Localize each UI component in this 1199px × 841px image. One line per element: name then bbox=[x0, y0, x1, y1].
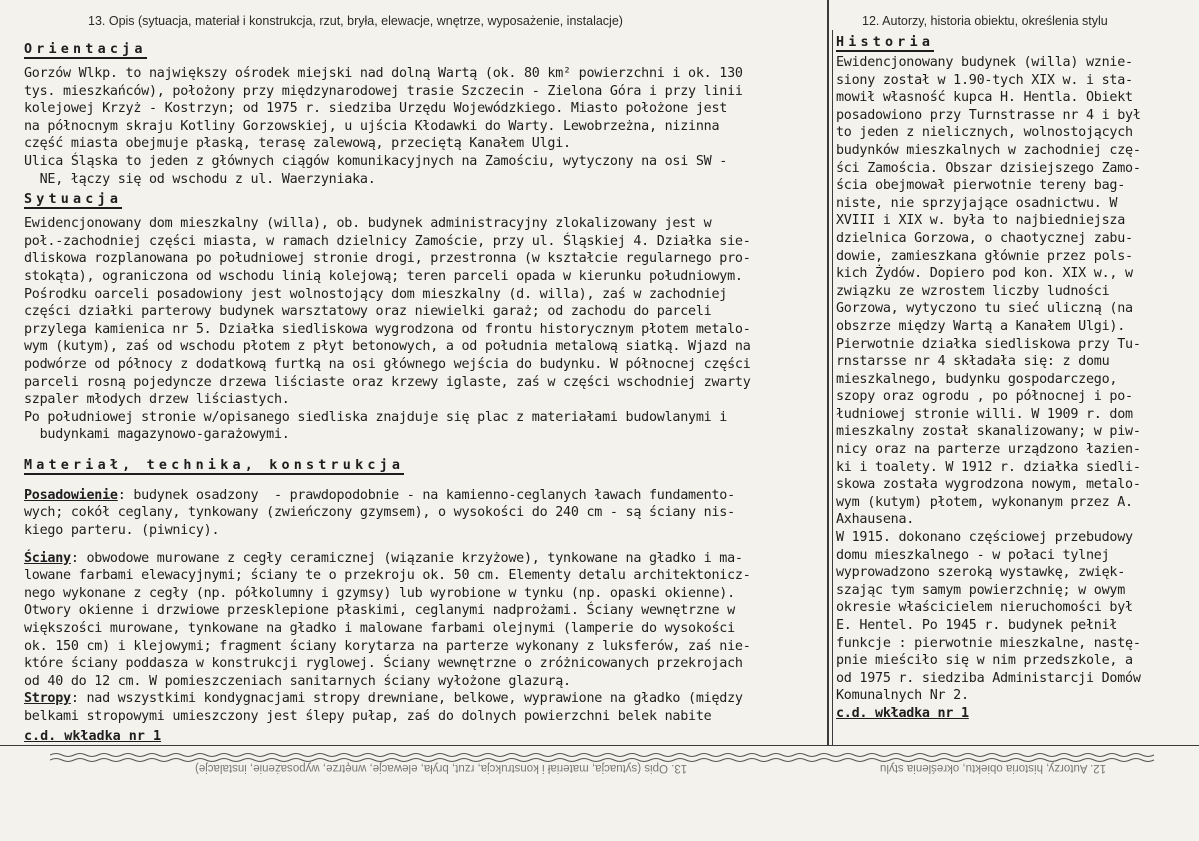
historia-line: Pierwotnie działka siedliskowa przy Tu- bbox=[836, 336, 1141, 352]
sytuacja-line: dliskowa rozplanowana po południowej stronie drogi, przestronna (w kształcie regularnego pro- bbox=[24, 251, 751, 267]
right-continuation-note: c.d. wkładka nr 1 bbox=[836, 705, 969, 721]
historia-line: szopy oraz ogrodu , po północnej i po- bbox=[836, 389, 1133, 405]
historia-line: siony został w 1.90-tych XIX w. i sta- bbox=[836, 72, 1133, 88]
column-divider-inner bbox=[832, 30, 833, 745]
orientacja-line: Gorzów Wlkp. to największy ośrodek miejski nad dolną Wartą (ok. 80 km² powierzchni i ok. 130 bbox=[24, 66, 743, 81]
historia-line: szając tym samym powierzchnię; w owym bbox=[836, 582, 1126, 598]
stropy-line: belkami stropowymi umieszczony jest ślepy pułap, zaś do dolnych powierzchni belek nabite bbox=[24, 709, 712, 724]
sciany-line: lowane farbami elewacyjnymi; ściany te o przekroju ok. 50 cm. Elementy detalu architektonicz- bbox=[24, 568, 751, 584]
sytuacja-line: podwórze od północy z dodatkową furtką na osi głównego wejścia do budynku. W północnej części bbox=[24, 356, 751, 372]
orientacja-line: NE, łączy się od wschodu z ul. Waerzyniaka. bbox=[24, 171, 376, 187]
sytuacja-line: przylega kamienica nr 5. Działka siedliskowa wygrodzona od frontu historycznym płotem metalo- bbox=[24, 321, 751, 337]
sytuacja-line: Ewidencjonowany dom mieszkalny (willa), ob. budynek administracyjny zlokalizowany jest w bbox=[24, 216, 712, 232]
historia-line: łudniowej stronie willi. W 1909 r. dom bbox=[836, 406, 1133, 422]
sytuacja-line: Pośrodku oarceli posadowiony jest wolnostojący dom mieszkalny (d. willa), zaś w zachodniej bbox=[24, 286, 728, 302]
sciany-line: ok. 150 cm) i klejowymi; fragment ściany korytarza na parterze wykonany z luksferów, zaś nie- bbox=[24, 638, 751, 654]
historia-line: ści Zamościa. Obszar dzisiejszego Zamo- bbox=[836, 160, 1141, 176]
sytuacja-line: budynkami magazynowo-garażowymi. bbox=[24, 427, 290, 443]
right-column bbox=[836, 34, 1186, 723]
sciany-block bbox=[24, 550, 819, 691]
sciany-line: nego wykonane z cegły (np. półkolumny i gzymsy) lub wyrobione w tynku (np. opaski okienne). bbox=[24, 585, 735, 601]
historia-line: Ewidencjonowany budynek (willa) wznie- bbox=[836, 55, 1133, 70]
sytuacja-line: wym (kutym), zaś od wschodu płotem z płyt betonowych, a od południa metalową siatką. Wjazd na bbox=[24, 339, 751, 355]
orientacja-line: kolejowej Krzyż - Kostrzyn; od 1975 r. siedziba Urzędu Wojewódzkiego. Miasto położone jest bbox=[24, 101, 728, 117]
sciany-label: Ściany bbox=[24, 550, 71, 566]
heading-historia: Historia bbox=[836, 35, 935, 50]
heading-sytuacja: Sytuacja bbox=[24, 192, 123, 208]
orientacja-line: na północnym skraju Kotliny Gorzowskiej, u ujścia Kłodawki do Warty. Lewobrzeżna, nizinna bbox=[24, 118, 720, 134]
sytuacja-line: poł.-zachodniej części miasta, w ramach dzielnicy Zamoście, przy ul. Śląskiej 4. Działka sie- bbox=[24, 233, 751, 249]
historia-line: funkcje : pierwotnie mieszkalne, nastę- bbox=[836, 635, 1141, 651]
left-column bbox=[24, 38, 819, 726]
historia-line: to jeden z nielicznych, wolnostojących bbox=[836, 125, 1133, 141]
sytuacja-line: części działki parterowy budynek warsztatowy oraz niewielki garaż; od zachodu do parceli bbox=[24, 304, 712, 320]
mirrored-footer bbox=[0, 757, 1199, 777]
posadowienie-line: kiego parteru. (piwnicy). bbox=[24, 523, 220, 539]
historia-text bbox=[836, 54, 1186, 705]
historia-line: wym (kutym) płotem, wykonanym przez A. bbox=[836, 494, 1133, 510]
historia-line: mieszkalnego, budynku gospodarczego, bbox=[836, 371, 1118, 387]
historia-line: wyprowadzono szeroką wystawkę, zwięk- bbox=[836, 565, 1126, 581]
historia-line: ki i toalety. W 1912 r. działka siedli- bbox=[836, 459, 1141, 475]
historia-line: niste, nie sprzyjające osadnictwu. W bbox=[836, 195, 1118, 211]
posadowienie-line: : budynek osadzony - prawdopodobnie - na kamienno-ceglanych ławach fundamento- bbox=[117, 487, 735, 503]
sytuacja-line: Po południowej stronie w/opisanego siedliska znajduje się plac z materiałami budowlanymi i bbox=[24, 409, 728, 425]
historia-line: mowił własność kupca H. Hentla. Obiekt bbox=[836, 90, 1133, 106]
historia-line: dowie, zamieszkana głównie przez pols- bbox=[836, 248, 1133, 264]
sytuacja-line: stokąta), ograniczona od wschodu linią kolejową; teren parceli opada w kierunku południowym. bbox=[24, 268, 743, 284]
orientacja-line: tys. mieszkańców), położony przy międzynarodowej trasie Szczecin - Zielona Góra i przy linii bbox=[24, 83, 743, 99]
historia-line: Komunalnych Nr 2. bbox=[836, 688, 969, 704]
historia-line: dzielnica Gorzowa, o chaotycznej zabu- bbox=[836, 230, 1133, 246]
sytuacja-line: parceli rosną pojedyncze drzewa liściaste oraz krzewy iglaste, zaś w części wschodniej zwarty bbox=[24, 374, 751, 390]
sciany-line: które ściany poddasza w konstrukcji ryglowej. Ściany wewnętrzne o zróżnicowanych przekrojach bbox=[24, 656, 743, 672]
historia-line: E. Hentel. Po 1945 r. budynek pełnił bbox=[836, 618, 1118, 633]
historia-line: Gorzowa, wytyczono tu sieć uliczną (na bbox=[836, 301, 1133, 317]
posadowienie-line: wych; cokół ceglany, tynkowany (zwieńczony gzymsem), o wysokości do 240 cm - są ściany nis- bbox=[24, 505, 735, 521]
historia-line: XVIII i XIX w. była to najbiedniejsza bbox=[836, 213, 1126, 229]
historia-line: związku ze wzrostem liczby ludności bbox=[836, 283, 1110, 299]
historia-line: ścia obejmował pierwotnie tereny bag- bbox=[836, 178, 1126, 194]
orientacja-line: Ulica Śląska to jeden z głównych ciągów komunikacyjnych na Zamościu, wytyczony na osi SW - bbox=[24, 153, 728, 169]
bottom-rule bbox=[0, 745, 1199, 746]
historia-line: skowa została wygrodzona nowym, metalo- bbox=[836, 477, 1141, 493]
mirrored-footer-left: 13. Opis (sytuacja, materiał i konstrukcja, rzut, bryła, elewacje, wnętrze, wyposażenie, instalacje) bbox=[195, 762, 688, 774]
historia-line: od 1975 r. siedziba Administarcji Domów bbox=[836, 670, 1141, 686]
sciany-line: Otwory okienne i drzwiowe przesklepione płaskimi, ceglanymi nadprożami. Ściany wewnętrzne w bbox=[24, 603, 735, 619]
mirrored-footer-right: 12. Autorzy, historia obiektu, określenia stylu bbox=[880, 762, 1107, 774]
sytuacja-line: szpaler młodych drzew liściastych. bbox=[24, 392, 290, 408]
historia-line: budynków mieszkalnych w zachodniej czę- bbox=[836, 142, 1141, 158]
historia-line: kich Żydów. Dopiero pod kon. XIX w., w bbox=[836, 266, 1133, 282]
sciany-line: większości murowane, tynkowane na gładko i malowane farbami olejnymi (lamperie do wysokości bbox=[24, 621, 735, 637]
stropy-line: : nad wszystkimi kondygnacjami stropy drewniane, belkowe, wyprawione na gładko (między bbox=[70, 691, 743, 707]
historia-line: W 1915. dokonano częściowej przebudowy bbox=[836, 530, 1133, 546]
sciany-line: : obwodowe murowane z cegły ceramicznej (wiązanie krzyżowe), tynkowane na gładko i ma- bbox=[70, 550, 743, 566]
orientacja-line: część miasta obejmuje płaską, terasę zalewową, przeciętą Kanałem Ulgi. bbox=[24, 136, 571, 152]
historia-line: nicy oraz na parterze urządzono łazien- bbox=[836, 442, 1141, 458]
orientacja-text bbox=[24, 65, 819, 188]
historia-line: obszrze między Wartą a Kanałem Ulgi). bbox=[836, 318, 1126, 334]
historia-line: mieszkalny został skanalizowany; w piw- bbox=[836, 424, 1141, 440]
historia-line: domu mieszkalnego - w połaci tylnej bbox=[836, 547, 1110, 563]
posadowienie-block bbox=[24, 487, 819, 540]
historia-line: rnstarsse nr 4 składała się: z domu bbox=[836, 354, 1110, 370]
section-13-header: 13. Opis (sytuacja, materiał i konstrukcja, rzut, bryła, elewacje, wnętrze, wyposażenie, instalacje) bbox=[88, 14, 623, 28]
historia-line: Axhausena. bbox=[836, 512, 915, 528]
historia-line: okresie właścicielem nieruchomości był bbox=[836, 600, 1133, 616]
sciany-text bbox=[24, 567, 819, 690]
historia-line: pnie mieściło się w nim przedszkole, a bbox=[836, 653, 1133, 669]
sciany-line: od 40 do 12 cm. W pomieszczeniach sanitarnych ściany wyłożone glazurą. bbox=[24, 673, 571, 689]
heading-orientacja: Orientacja bbox=[24, 42, 147, 57]
sytuacja-text bbox=[24, 215, 819, 444]
column-divider bbox=[827, 0, 829, 745]
left-continuation-note: c.d. wkładka nr 1 bbox=[24, 729, 162, 744]
stropy-label: Stropy bbox=[24, 691, 71, 707]
stropy-block bbox=[24, 690, 819, 725]
heading-material: Materiał, technika, konstrukcja bbox=[24, 457, 405, 473]
section-12-header: 12. Autorzy, historia obiektu, określenia stylu bbox=[862, 14, 1108, 28]
posadowienie-label: Posadowienie bbox=[24, 487, 118, 503]
historia-line: posadowiono przy Turnstrasse nr 4 i był bbox=[836, 107, 1141, 123]
